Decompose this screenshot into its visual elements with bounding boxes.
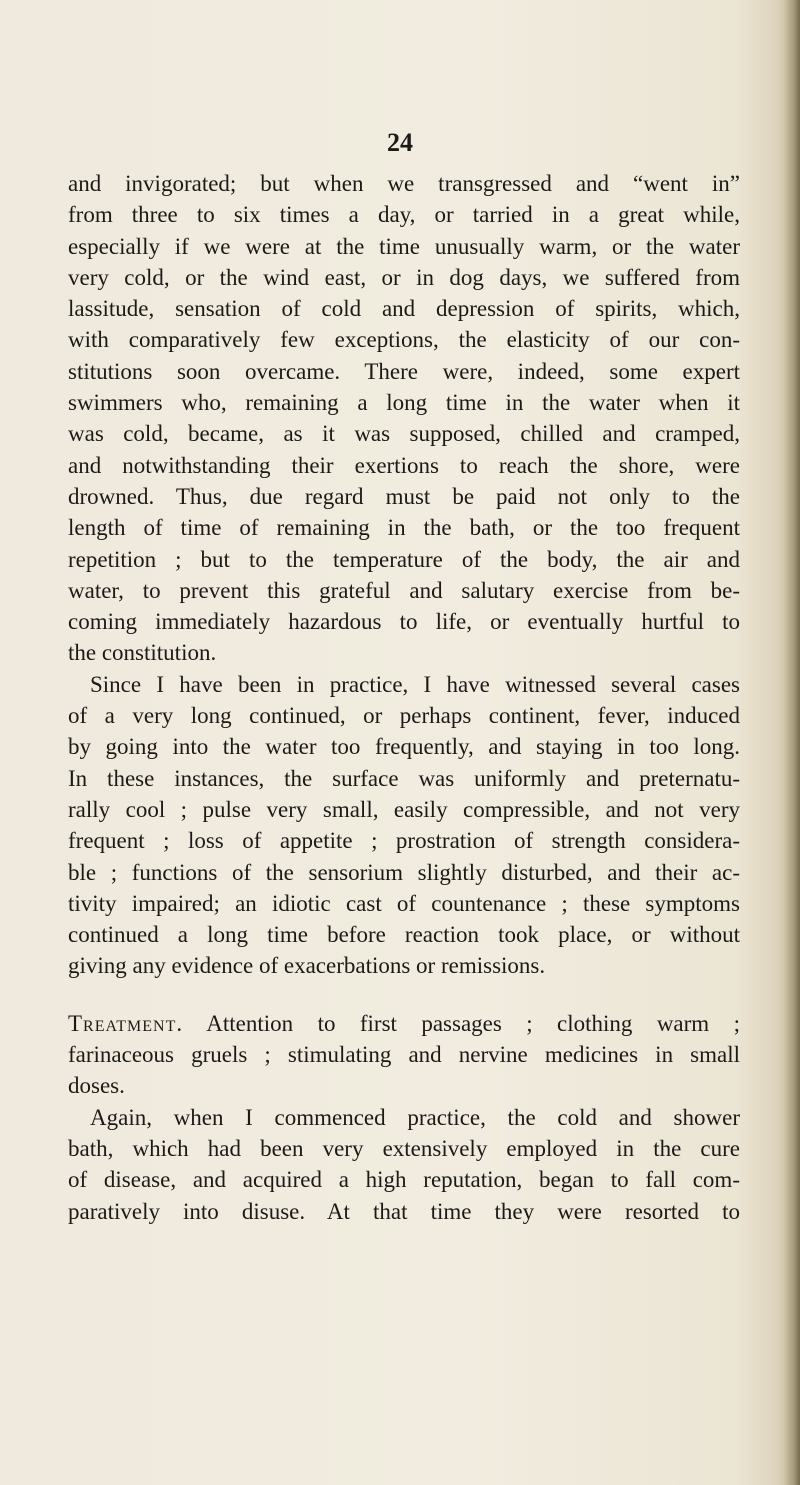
text-line: paratively into disuse. At that time they were resorted to xyxy=(68,1198,740,1224)
text-line: lassitude, sensation of cold and depression of spirits, which, xyxy=(68,296,740,322)
body-text xyxy=(68,168,740,1227)
text-line: continued a long time before reaction took place, or without xyxy=(68,922,740,948)
text-line: especially if we were at the time unusually warm, or the water xyxy=(68,233,740,259)
text-line: farinaceous gruels ; stimulating and nervine medicines in small xyxy=(68,1042,740,1068)
text-line: by going into the water too frequently, and staying in too long. xyxy=(68,734,740,760)
text-line: water, to prevent this grateful and salutary exercise from be- xyxy=(68,577,740,603)
paragraph-treatment xyxy=(68,1008,740,1102)
text-line: and notwithstanding their exertions to reach the shore, were xyxy=(68,452,740,478)
text-line: stitutions soon overcame. There were, indeed, some expert xyxy=(68,358,740,384)
text-line: Since I have been in practice, I have witnessed several cases xyxy=(90,671,740,697)
text-line: repetition ; but to the temperature of the body, the air and xyxy=(68,546,740,572)
text-line: In these instances, the surface was uniformly and preternatu- xyxy=(68,765,740,791)
text-line: swimmers who, remaining a long time in the water when it xyxy=(68,390,740,416)
text-line-rest: Attention to first passages ; clothing warm ; xyxy=(183,1010,740,1036)
text-line: frequent ; loss of appetite ; prostration of strength considera- xyxy=(68,828,740,854)
text-line: of disease, and acquired a high reputation, began to fall com- xyxy=(68,1167,740,1193)
paragraph-gap xyxy=(68,982,740,1008)
text-line: tivity impaired; an idiotic cast of countenance ; these symptoms xyxy=(68,890,740,916)
text-line: rally cool ; pulse very small, easily compressible, and not very xyxy=(68,796,740,822)
page-edge-shadow xyxy=(784,0,800,1485)
text-line: the constitution. xyxy=(68,640,217,666)
text-line: bath, which had been very extensively employed in the cure xyxy=(68,1135,740,1161)
page-number: 24 xyxy=(387,128,413,157)
text-line: and invigorated; but when we transgressed and “went in” xyxy=(68,171,740,196)
text-line xyxy=(68,1008,740,1039)
text-line: length of time of remaining in the bath, or the too frequent xyxy=(68,515,740,541)
text-line: ble ; functions of the sensorium slightly disturbed, and their ac- xyxy=(68,859,740,885)
paragraph-4 xyxy=(68,1102,740,1227)
text-line: giving any evidence of exacerbations or remissions. xyxy=(68,953,546,979)
text-line: doses. xyxy=(68,1073,125,1099)
text-line: from three to six times a day, or tarried in a great while, xyxy=(68,202,740,228)
text-line: coming immediately hazardous to life, or eventually hurtful to xyxy=(68,609,740,635)
section-heading: Treatment. xyxy=(68,1010,184,1036)
text-line: drowned. Thus, due regard must be paid not only to the xyxy=(68,483,740,509)
text-line: was cold, became, as it was supposed, chilled and cramped, xyxy=(68,421,740,447)
text-line: Again, when I commenced practice, the cold and shower xyxy=(90,1104,740,1130)
paragraph-1 xyxy=(68,168,740,669)
text-line: very cold, or the wind east, or in dog days, we suffered from xyxy=(68,264,740,290)
paragraph-2 xyxy=(68,669,740,982)
text-line: of a very long continued, or perhaps continent, fever, induced xyxy=(68,703,740,729)
text-line: with comparatively few exceptions, the elasticity of our con- xyxy=(68,327,740,353)
